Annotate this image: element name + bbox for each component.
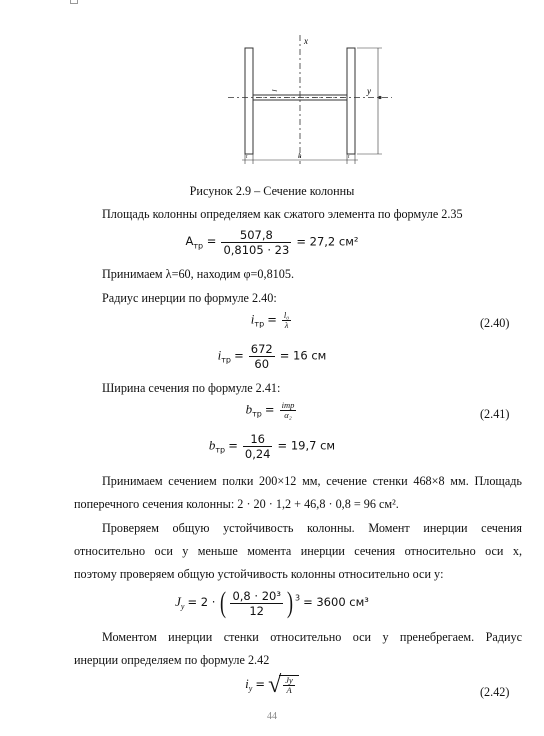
dimension-label-tf-right: t: [348, 155, 350, 160]
equation-width-general: $b_{тр}$ = $\frac{\text{iтр}}{\text{α₂}}$: [245, 400, 295, 420]
eq2-fraction: $\frac{\text{l₀}}{\lambda}$: [283, 310, 290, 330]
column-section-drawing: [220, 30, 400, 170]
figure-caption: Рисунок 2.9 – Сечение колонны: [189, 184, 355, 198]
eq3-fraction: $\frac{672}{60}$: [250, 342, 273, 371]
paragraph-section-line2: поперечного сечения колонны: 2 · 20 · 1,2 + 46,8 · 0,8 = 96 см².: [74, 497, 399, 511]
eq1-lhs: A: [185, 234, 194, 249]
equation-radius-value: $i_{тр}$ = $\frac{672}{60}$ = 16 см: [217, 342, 327, 371]
paragraph-neglect-line2: инерции определяем по формуле 2.42: [74, 653, 270, 667]
paragraph-radius-formula: Радиус инерции по формуле 2.40:: [102, 291, 277, 305]
paragraph-accept-lambda: Принимаем λ=60, находим φ=0,8105.: [102, 267, 294, 281]
equation-area: $A_{тр}$ = $\frac{507,8}{0,8105 \cdot 23}$ = 27,2 см²: [185, 228, 359, 257]
eq1-rhs: = 27,2 см²: [296, 234, 359, 249]
eq1-lhs-sub: тр: [193, 241, 204, 251]
equation-number-2-41: (2.41): [480, 407, 510, 421]
equation-radius-y: $i_y$ = √ $\frac{Jy}{A}$: [0, 675, 544, 696]
eq7-sqrt: √ $\frac{Jy}{A}$: [268, 675, 299, 695]
column-section-figure: [220, 30, 400, 170]
page-corner-mark: [70, 0, 78, 4]
page-number: 44: [267, 711, 277, 722]
eq5-fraction: $\frac{16}{0,24}$: [244, 432, 271, 461]
eq1-fraction: $\frac{507,8}{0,8105 \cdot 23}$: [223, 228, 290, 257]
dimension-label-tf-left: t: [246, 155, 248, 160]
equation-radius-general: $i_{тр}$ = $\frac{\text{l₀}}{\lambda}$: [250, 310, 290, 330]
paragraph-stability-line3: поэтому проверяем общую устойчивость колонны относительно оси y:: [74, 567, 444, 581]
paragraph-neglect-line1: Моментом инерции стенки относительно оси y пренебрегаем. Радиус: [102, 630, 522, 644]
eq6-fraction: $\frac{\text{0,8 · 20³}}{12}$: [232, 588, 281, 618]
axis-label-x: x: [304, 36, 308, 46]
paragraph-stability-line2: относительно оси y меньше момента инерции сечения относительно оси x,: [74, 544, 522, 558]
equation-number-2-42: (2.42): [480, 685, 510, 699]
paragraph-section-line1: Принимаем сечением полки 200×12 мм, сечение стенки 468×8 мм. Площадь: [102, 474, 522, 488]
axis-label-y: y: [367, 86, 371, 96]
eq4-fraction: $\frac{\text{iтр}}{\text{α₂}}$: [281, 400, 295, 420]
equation-number-2-40: (2.40): [480, 316, 510, 330]
paragraph-width-formula: Ширина сечения по формуле 2.41:: [102, 381, 281, 395]
dimension-label-h: h: [298, 152, 302, 160]
paragraph-area-formula: Площадь колонны определяем как сжатого элемента по формуле 2.35: [102, 207, 463, 221]
paragraph-stability-line1: Проверяем общую устойчивость колонны. Момент инерции сечения: [102, 521, 522, 535]
equation-width-value: $b_{тр}$ = $\frac{16}{0,24}$ = 19,7 см: [208, 432, 336, 461]
equation-moment-inertia: $J_y = 2$ · ( $\frac{\text{0,8 · 20³}}{12}$ ) $^3$ = 3600 см³: [175, 586, 369, 619]
